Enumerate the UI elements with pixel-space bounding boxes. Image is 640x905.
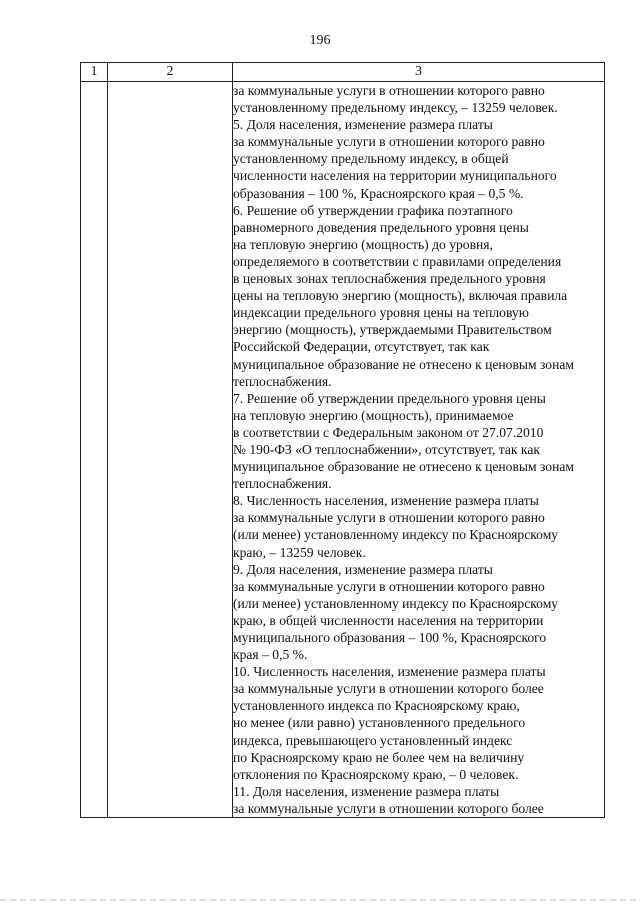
- text-line: 5. Доля населения, изменение размера платы: [233, 117, 493, 133]
- text-line: муниципальное образование не отнесено к ценовым зонам: [233, 459, 575, 475]
- column-header-3: 3: [233, 63, 605, 82]
- cell-col-3: [233, 82, 605, 818]
- text-line: в соответствии с Федеральным законом от 27.07.2010: [233, 424, 544, 440]
- text-line: за коммунальные услуги в отношении которого более: [233, 681, 544, 697]
- document-table: [80, 62, 605, 818]
- column-header-1: 1: [81, 63, 108, 82]
- text-line: за коммунальные услуги в отношении которого более: [233, 800, 544, 816]
- text-line: отклонения по Красноярскому краю, – 0 человек.: [233, 766, 519, 782]
- cell-col-3-text: [233, 82, 604, 817]
- cell-col-2: [108, 82, 233, 818]
- table-row: [81, 82, 605, 818]
- text-line: в ценовых зонах теплоснабжения предельного уровня: [233, 271, 546, 287]
- text-line: краю, – 13259 человек.: [233, 544, 366, 560]
- text-line: но менее (или равно) установленного предельного: [233, 715, 526, 731]
- text-line: численности населения на территории муниципального: [233, 168, 557, 184]
- text-line: 8. Численность населения, изменение размера платы: [233, 493, 539, 509]
- text-line: 10. Численность населения, изменение размера платы: [233, 664, 546, 680]
- cell-col-1: [81, 82, 108, 818]
- text-line: цены на тепловую энергию (мощность), включая правила: [233, 288, 568, 304]
- scan-edge-artifact: [0, 899, 640, 901]
- text-line: на тепловую энергию (мощность), принимаемое: [233, 407, 514, 423]
- text-line: энергию (мощность), утверждаемыми Правительством: [233, 322, 552, 338]
- text-line: за коммунальные услуги в отношении которого равно: [233, 134, 545, 150]
- text-line: края – 0,5 %.: [233, 647, 308, 663]
- text-line: установленному предельному индексу, в общей: [233, 151, 509, 167]
- text-line: 7. Решение об утверждении предельного уровня цены: [233, 390, 546, 406]
- text-line: по Красноярскому краю не более чем на величину: [233, 749, 525, 765]
- text-line: равномерного доведения предельного уровня цены: [233, 219, 529, 235]
- text-line: краю, в общей численности населения на территории: [233, 612, 544, 628]
- text-line: образования – 100 %, Красноярского края – 0,5 %.: [233, 185, 524, 201]
- text-line: муниципального образования – 100 %, Красноярского: [233, 630, 547, 645]
- text-line: за коммунальные услуги в отношении которого равно: [233, 578, 545, 594]
- text-line: теплоснабжения.: [233, 476, 332, 492]
- table-header-row: [81, 63, 605, 82]
- text-line: индекса, превышающего установленный индекс: [233, 732, 513, 748]
- text-line: 6. Решение об утверждении графика поэтапного: [233, 202, 513, 218]
- text-line: установленного индекса по Красноярскому краю,: [233, 698, 520, 714]
- text-line: (или менее) установленному индексу по Красноярскому: [233, 527, 559, 543]
- text-line: муниципальное образование не отнесено к ценовым зонам: [233, 356, 575, 372]
- text-line: на тепловую энергию (мощность) до уровня,: [233, 236, 493, 252]
- text-line: № 190-ФЗ «О теплоснабжении», отсутствует, так как: [233, 441, 540, 457]
- text-line: за коммунальные услуги в отношении которого равно: [233, 83, 545, 98]
- text-line: установленному предельному индексу, – 13259 человек.: [233, 100, 558, 116]
- text-line: 9. Доля населения, изменение размера платы: [233, 561, 493, 577]
- text-line: теплоснабжения.: [233, 373, 332, 389]
- text-line: за коммунальные услуги в отношении которого равно: [233, 510, 545, 526]
- text-line: индексации предельного уровня цены на тепловую: [233, 305, 529, 321]
- text-line: Российской Федерации, отсутствует, так как: [233, 339, 490, 355]
- page-number: 196: [309, 33, 331, 48]
- column-header-2: 2: [108, 63, 233, 82]
- text-line: (или менее) установленному индексу по Красноярскому: [233, 595, 559, 611]
- text-line: 11. Доля населения, изменение размера платы: [233, 783, 500, 799]
- text-line: определяемого в соответствии с правилами определения: [233, 253, 562, 269]
